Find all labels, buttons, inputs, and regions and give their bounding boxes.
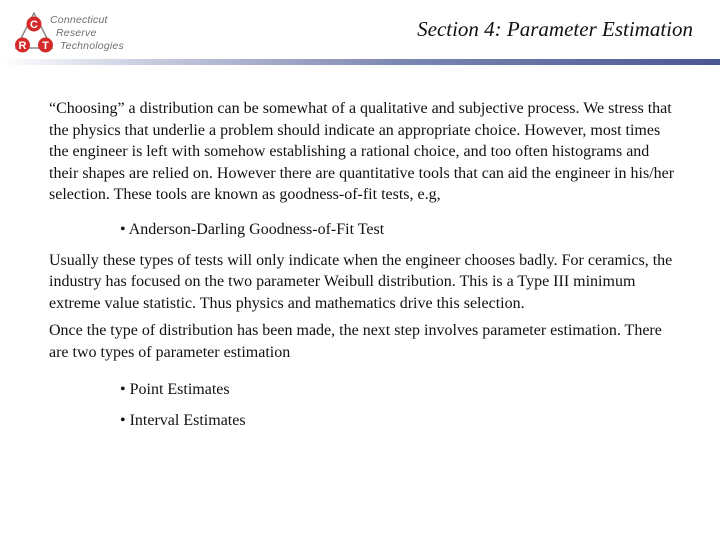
logo-letter-r: R — [18, 40, 27, 52]
header-divider-bar — [0, 59, 720, 65]
paragraph-parameter-estimation: Once the type of distribution has been made, the next step involves parameter estimation. There are two types of parameter estimation — [49, 322, 662, 361]
bullet-point-estimates: • Point Estimates — [120, 380, 230, 398]
logo-line-3: Technologies — [60, 40, 124, 52]
slide-title: Section 4: Parameter Estimation — [417, 17, 693, 41]
logo-letter-c: C — [30, 19, 38, 31]
bullet-anderson-darling: • Anderson-Darling Goodness-of-Fit Test — [120, 220, 385, 238]
logo-letter-t: T — [42, 40, 49, 52]
company-logo — [14, 12, 134, 56]
bullet-interval-estimates: • Interval Estimates — [120, 412, 246, 430]
slide-body — [49, 98, 677, 432]
paragraph-choosing-distribution: “Choosing” a distribution can be somewhat of a qualitative and subjective process. We stress that the physics that underlie a problem should indicate an appropriate choice. However, most times the engineer is left with somehow establishing a rational choice, and too often histograms and their shapes are relied on. However there are quantitative tools that can aid the engineer in his/her selection. These tools are known as goodness-of-fit tests, e.g, — [49, 100, 675, 204]
logo-wordmark — [50, 14, 124, 53]
paragraph-weibull: Usually these types of tests will only indicate when the engineer chooses badly. For ceramics, the industry has focused on the two parameter Weibull distribution. This is a Type III minimum extreme value statistic. Thus physics and mathematics drive this selection. — [49, 251, 673, 312]
crt-triangle-icon — [14, 12, 54, 56]
logo-line-2: Reserve — [56, 27, 97, 39]
logo-line-1: Connecticut — [50, 14, 108, 26]
